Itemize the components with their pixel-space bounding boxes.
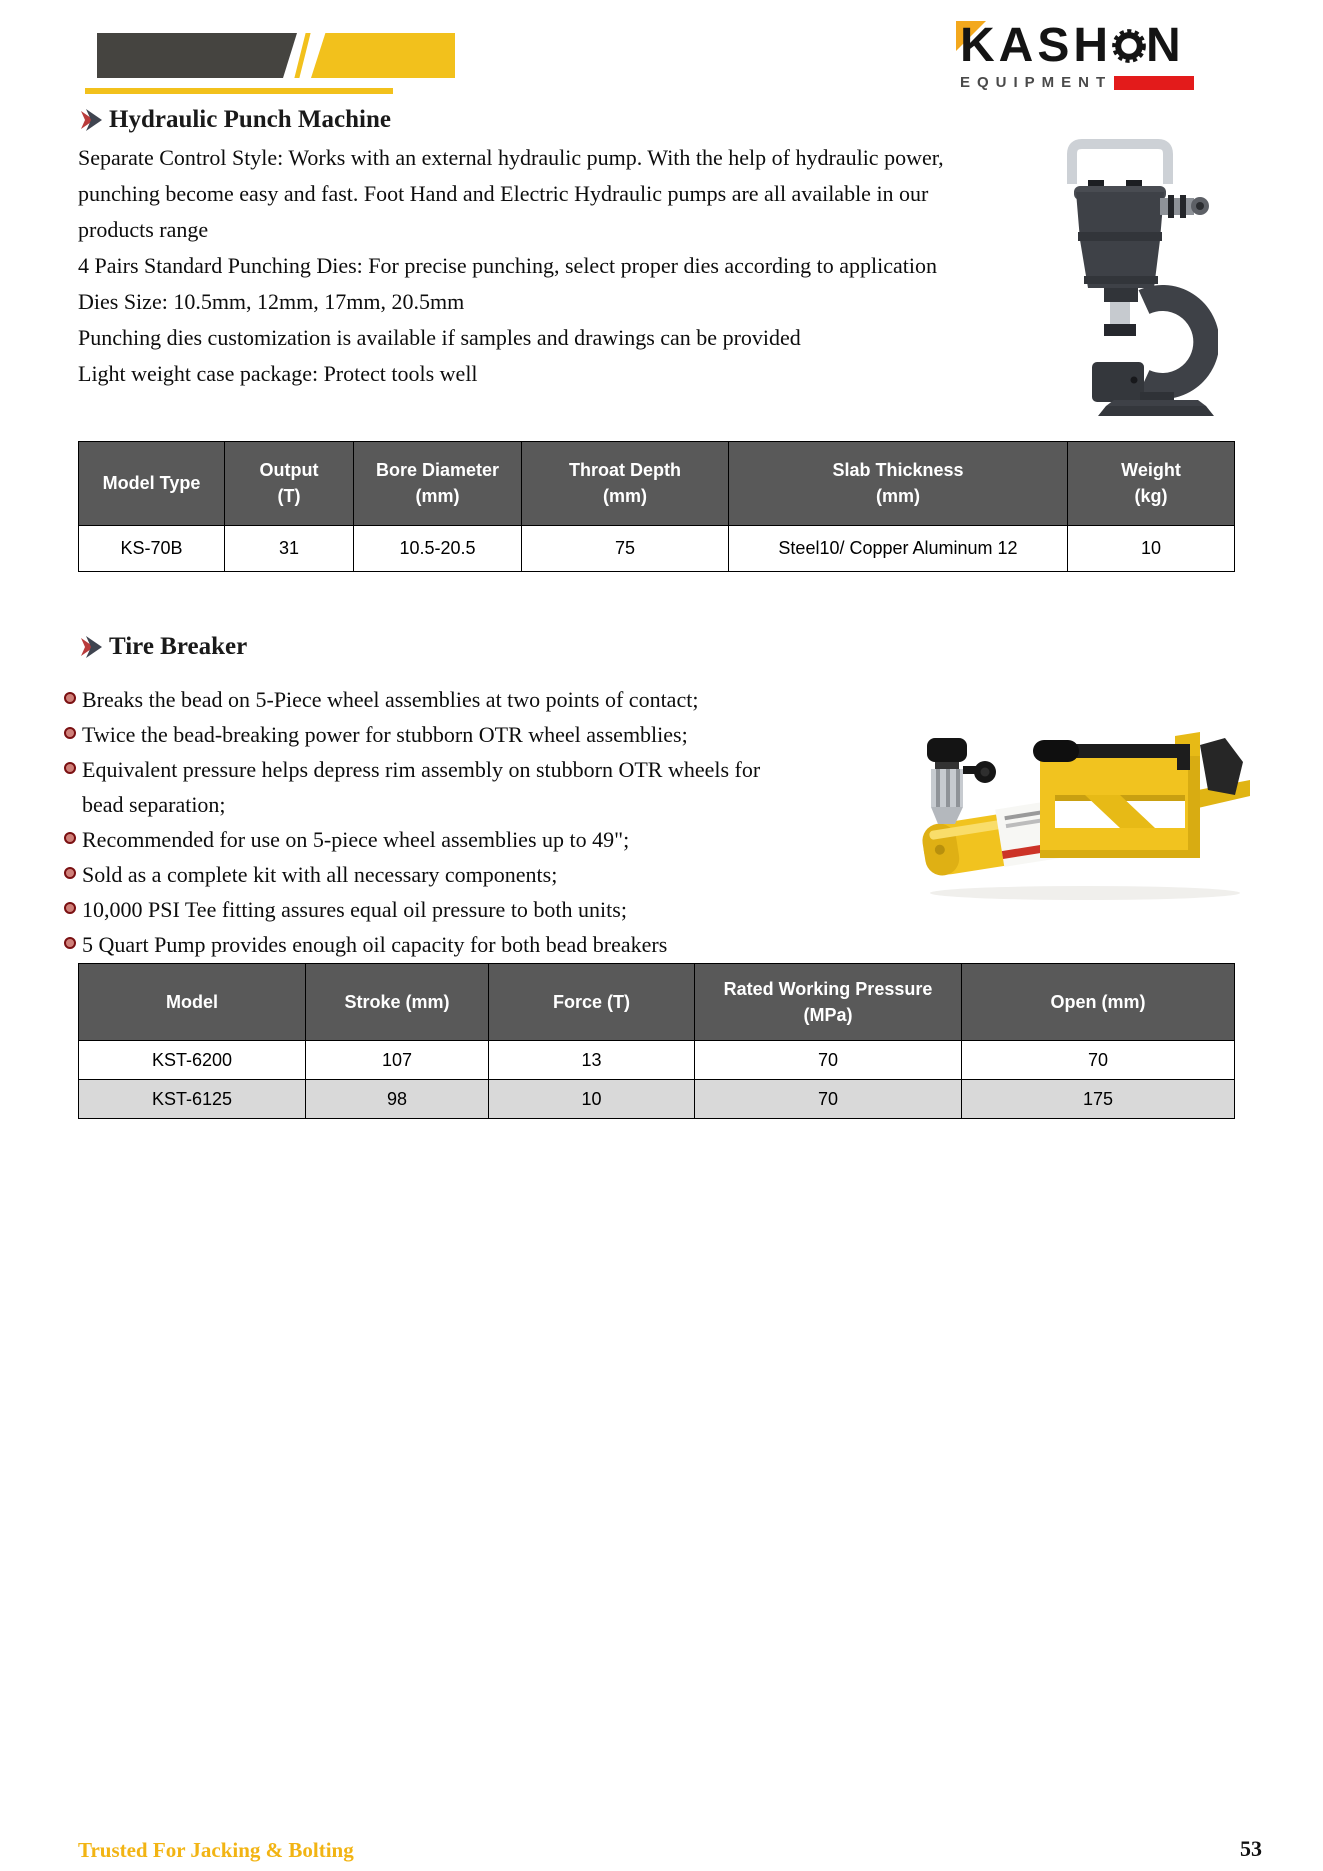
tire-breaker-features xyxy=(64,682,804,962)
tire-breaker-spec-table xyxy=(78,963,1235,1119)
list-item: Equivalent pressure helps depress rim assembly on stubborn OTR wheels for bead separation; xyxy=(64,752,804,822)
section-arrow-icon xyxy=(80,635,106,659)
cell-slab: Steel10/ Copper Aluminum 12 xyxy=(729,526,1068,572)
cell-model: KST-6125 xyxy=(79,1080,306,1119)
footer-slogan: Trusted For Jacking & Bolting xyxy=(78,1838,354,1862)
cell-stroke: 98 xyxy=(306,1080,489,1119)
table-row xyxy=(79,1041,1235,1080)
paragraph: Punching dies customization is available if samples and drawings can be provided xyxy=(78,325,801,350)
cell-bore: 10.5-20.5 xyxy=(354,526,522,572)
section-title: Tire Breaker xyxy=(109,633,248,660)
kashon-logo xyxy=(960,19,1220,91)
banner-yellow-stripe xyxy=(311,33,455,78)
section-arrow-icon xyxy=(80,108,106,132)
punch-machine-description xyxy=(78,140,958,392)
logo-text-left: KASH xyxy=(960,19,1113,72)
table-header-row xyxy=(79,964,1235,1041)
col-header-throat-depth: Throat Depth (mm) xyxy=(522,442,729,526)
cell-pressure: 70 xyxy=(695,1080,962,1119)
cell-pressure: 70 xyxy=(695,1041,962,1080)
paragraph: Separate Control Style: Works with an external hydraulic pump. With the help of hydraulic power, punching become easy and fast. Foot Hand and Electric Hydraulic pumps are all available in our products range xyxy=(78,145,944,242)
bullet-dot-icon xyxy=(64,727,76,739)
punch-machine-image xyxy=(1048,136,1218,416)
col-header-rated-pressure: Rated Working Pressure (MPa) xyxy=(695,964,962,1041)
banner-slash xyxy=(294,33,310,78)
logo-wordmark xyxy=(960,19,1220,72)
cell-open: 70 xyxy=(962,1041,1235,1080)
table-header-row xyxy=(79,442,1235,526)
logo-subtitle-row xyxy=(960,74,1220,91)
cell-force: 13 xyxy=(489,1041,695,1080)
cell-model: KST-6200 xyxy=(79,1041,306,1080)
cell-output: 31 xyxy=(225,526,354,572)
list-item: Breaks the bead on 5-Piece wheel assemblies at two points of contact; xyxy=(64,682,804,717)
table-row xyxy=(79,1080,1235,1119)
header-banner xyxy=(97,33,455,78)
col-header-model: Model xyxy=(79,964,306,1041)
logo-red-bar xyxy=(1114,76,1194,90)
col-header-force: Force (T) xyxy=(489,964,695,1041)
cell-force: 10 xyxy=(489,1080,695,1119)
col-header-model-type: Model Type xyxy=(79,442,225,526)
col-header-stroke: Stroke (mm) xyxy=(306,964,489,1041)
section-heading-tire-breaker xyxy=(80,630,247,664)
list-item: Recommended for use on 5-piece wheel assemblies up to 49"; xyxy=(64,822,804,857)
cell-stroke: 107 xyxy=(306,1041,489,1080)
bullet-dot-icon xyxy=(64,867,76,879)
bullet-dot-icon xyxy=(64,762,76,774)
bullet-dot-icon xyxy=(64,832,76,844)
paragraph: 4 Pairs Standard Punching Dies: For precise punching, select proper dies according to application xyxy=(78,253,938,278)
logo-subtitle: EQUIPMENT xyxy=(960,74,1113,91)
table-row xyxy=(79,526,1235,572)
logo-text-right: N xyxy=(1146,19,1185,72)
banner-underline xyxy=(85,88,393,94)
list-item: Sold as a complete kit with all necessary components; xyxy=(64,857,804,892)
punch-machine-spec-table xyxy=(78,441,1235,572)
section-title: Hydraulic Punch Machine xyxy=(109,106,391,133)
bullet-dot-icon xyxy=(64,937,76,949)
list-item: 5 Quart Pump provides enough oil capacity for both bead breakers xyxy=(64,927,804,962)
paragraph: Light weight case package: Protect tools well xyxy=(78,361,478,386)
cell-weight: 10 xyxy=(1068,526,1235,572)
banner-dark-stripe xyxy=(97,33,297,78)
cell-model: KS-70B xyxy=(79,526,225,572)
col-header-weight: Weight (kg) xyxy=(1068,442,1235,526)
cell-throat: 75 xyxy=(522,526,729,572)
paragraph: Dies Size: 10.5mm, 12mm, 17mm, 20.5mm xyxy=(78,289,465,314)
bullet-dot-icon xyxy=(64,902,76,914)
list-item: Twice the bead-breaking power for stubborn OTR wheel assemblies; xyxy=(64,717,804,752)
page-number: 53 xyxy=(1240,1836,1262,1861)
col-header-slab-thickness: Slab Thickness (mm) xyxy=(729,442,1068,526)
gear-icon xyxy=(1110,27,1148,65)
list-item: 10,000 PSI Tee fitting assures equal oil pressure to both units; xyxy=(64,892,804,927)
col-header-open: Open (mm) xyxy=(962,964,1235,1041)
section-heading-punch-machine xyxy=(80,103,391,137)
bullet-dot-icon xyxy=(64,692,76,704)
tire-breaker-image xyxy=(905,690,1250,905)
cell-open: 175 xyxy=(962,1080,1235,1119)
col-header-output: Output (T) xyxy=(225,442,354,526)
col-header-bore-diameter: Bore Diameter (mm) xyxy=(354,442,522,526)
